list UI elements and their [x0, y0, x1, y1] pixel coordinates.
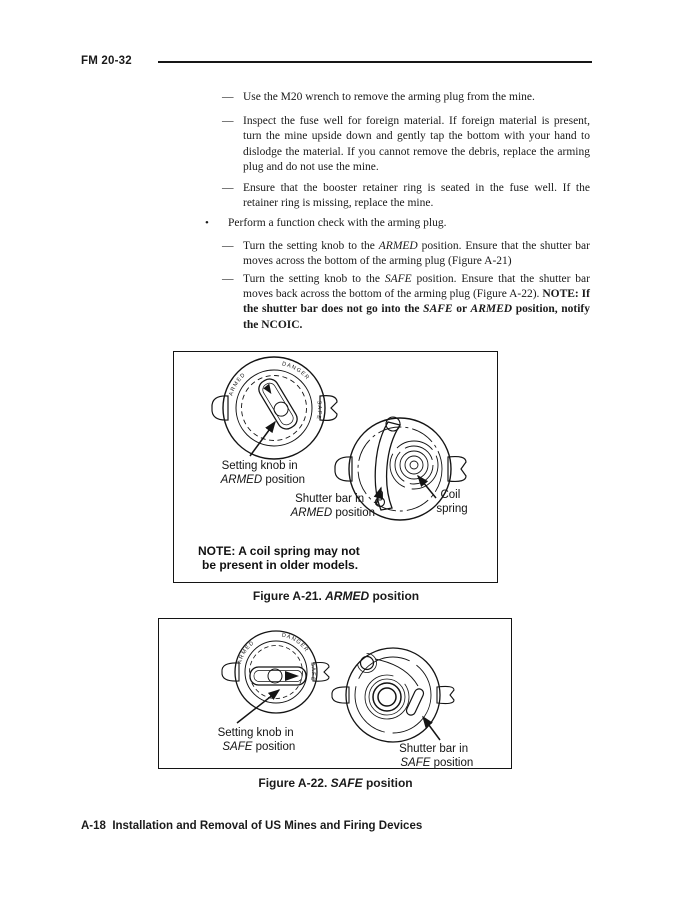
figure-a21-caption: Figure A-21. ARMED position	[252, 589, 420, 603]
list-item	[222, 239, 590, 269]
plug-dashed-ring	[250, 646, 303, 699]
list-item-text: Perform a function check with the arming plug.	[228, 217, 447, 230]
list-item	[222, 272, 590, 333]
setting-knob-safe	[250, 667, 306, 685]
list-item-text: Ensure that the booster retainer ring is seated in the fuse well. If the retainer ring is missing, replace the mine.	[243, 182, 590, 210]
dial-text: ARMED DANGER	[228, 361, 311, 397]
list-item-text: Use the M20 wrench to remove the arming plug from the mine.	[243, 91, 535, 103]
page-footer: A-18 Installation and Removal of US Mines and Firing Devices	[81, 820, 423, 832]
setting-knob-arrow	[237, 690, 279, 723]
header-rule	[158, 61, 592, 63]
list-item-text: Inspect the fuse well for foreign material. If foreign material is present, turn the mine upside down and gently tap the bottom with your hand to dislodge the material. If you cannot remove the debris, replace the arming plug and do not use the mine.	[243, 115, 590, 173]
knob-pointer	[285, 671, 299, 681]
list-item-text: Turn the setting knob to the SAFE position. Ensure that the shutter bar moves back across the bottom of the arming plug (Figure A-22). NOTE: If the shutter bar does not go into the SAFE or ARMED position, notify the NCOIC.	[243, 273, 590, 331]
left-tab	[212, 396, 228, 420]
dash-marker: —	[222, 91, 234, 103]
figure-a22-diagram	[159, 619, 511, 768]
setting-knob-arrow	[250, 422, 275, 456]
dial-text-safe: SAFE	[314, 400, 322, 421]
dash-marker: —	[222, 273, 234, 286]
setting-knob-label: Setting knob in ARMED position	[220, 460, 305, 486]
shutter-bar-label: Shutter bar in ARMED position	[290, 493, 375, 519]
dash-marker: —	[222, 182, 234, 195]
shutter-bar-label: Shutter bar in SAFE position	[399, 743, 474, 768]
list-item	[222, 181, 590, 211]
page-header: FM 20-32	[81, 55, 132, 67]
figure-a21-diagram	[174, 352, 497, 582]
plug-inner-ring	[245, 641, 307, 703]
retaining-pin	[358, 654, 419, 687]
bullet-list	[205, 90, 590, 333]
setting-knob-label: Setting knob in SAFE position	[217, 727, 296, 753]
arming-plug-top-view-safe	[159, 619, 336, 753]
list-item	[205, 216, 590, 231]
list-item	[222, 114, 590, 175]
arming-plug-bottom-view-armed	[174, 352, 468, 520]
bullet-marker: •	[205, 217, 209, 230]
arming-plug-bottom-view-safe	[159, 619, 497, 768]
arming-plug-top-view-armed	[174, 352, 341, 486]
setting-knob-armed	[256, 376, 301, 433]
fuse-well	[365, 675, 409, 719]
plug-inner-ring	[355, 657, 431, 733]
dash-marker: —	[222, 239, 234, 252]
figure-a22-caption: Figure A-22. SAFE position	[258, 776, 413, 790]
left-tab	[222, 663, 239, 681]
coil-spring	[390, 441, 438, 489]
figure-a22	[158, 618, 512, 769]
dial-text-safe: SAFE	[308, 661, 317, 683]
dial-text: ARMED DANGER	[236, 632, 310, 665]
dash-marker: —	[222, 115, 234, 128]
coil-spring-label: Coil spring	[436, 489, 468, 515]
figure-a21	[173, 351, 498, 583]
list-item	[222, 90, 590, 105]
list-item-text: Turn the setting knob to the ARMED position. Ensure that the shutter bar moves across the bottom of the arming plug (Figure A-21)	[243, 239, 590, 267]
figure-note: NOTE: A coil spring may not be present in older models.	[198, 544, 360, 572]
